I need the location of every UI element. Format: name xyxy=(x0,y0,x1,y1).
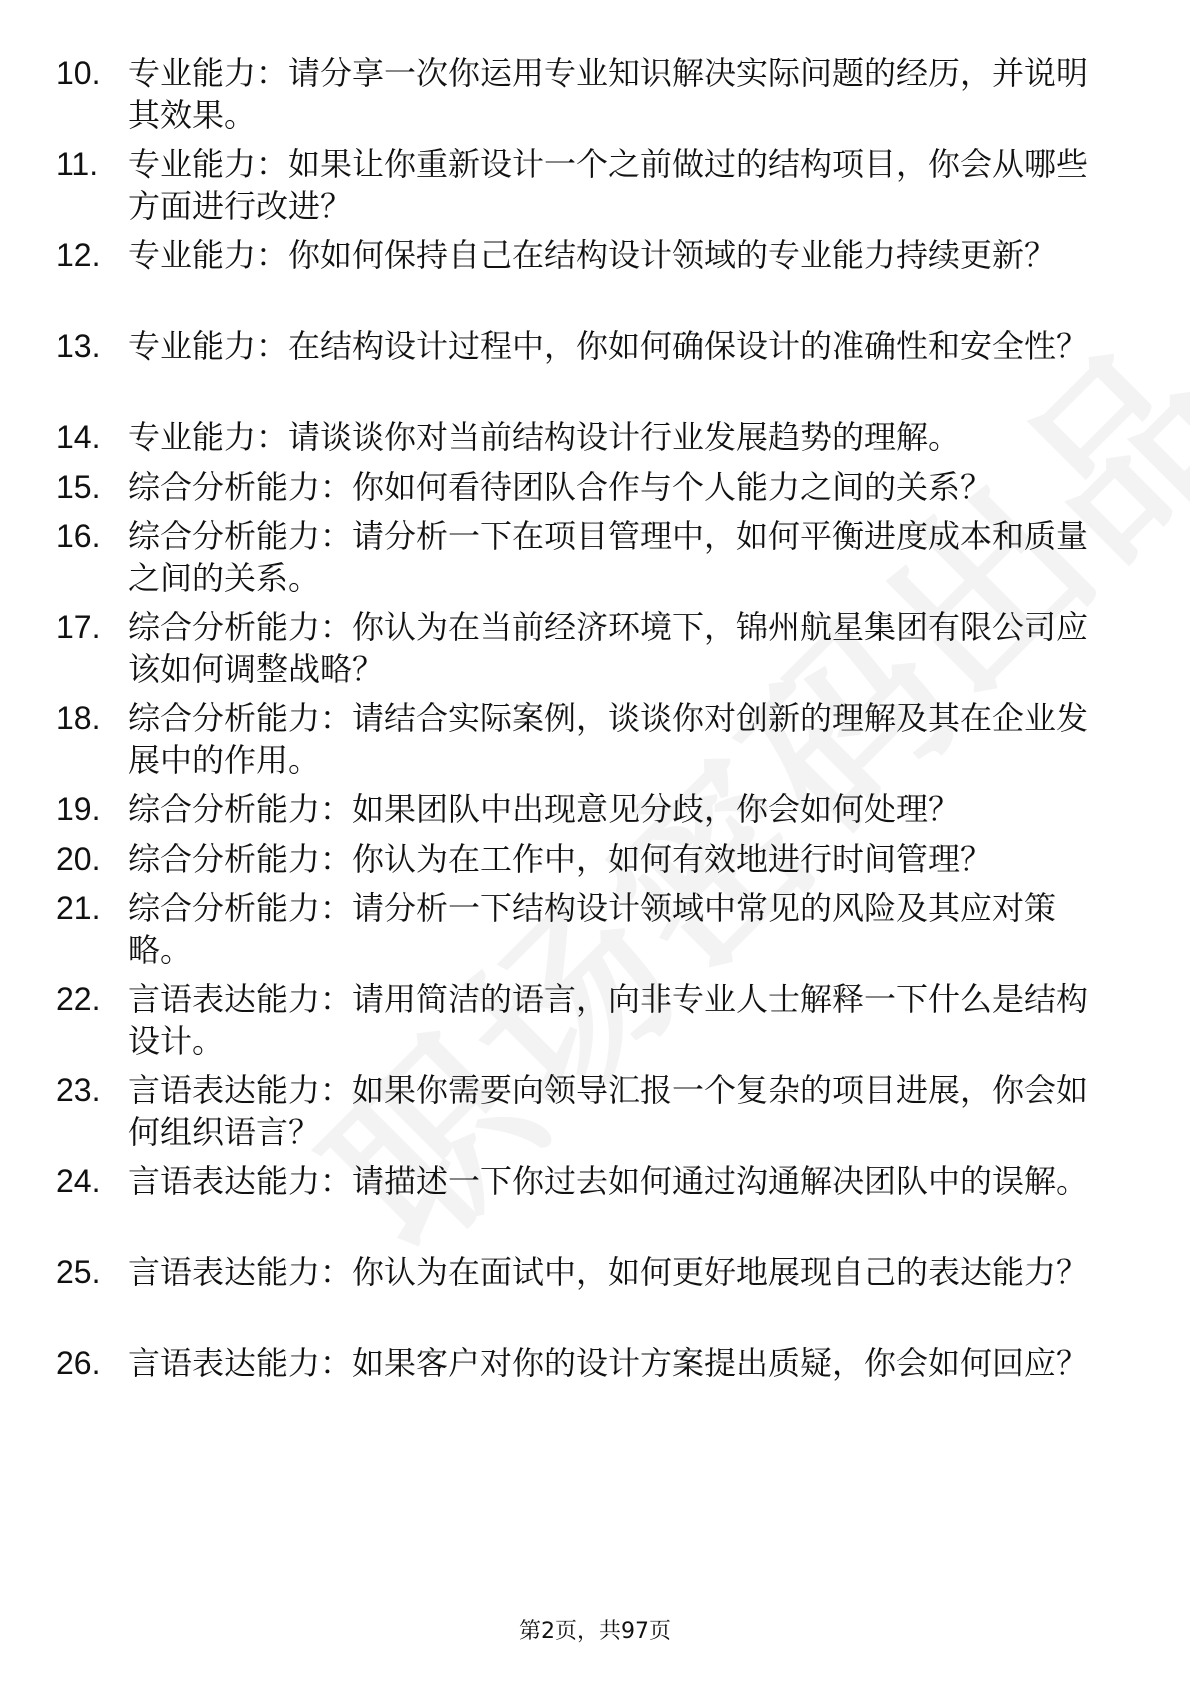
question-number: 26. xyxy=(56,1345,101,1381)
question-item xyxy=(56,234,1116,276)
question-number: 14. xyxy=(56,419,101,455)
question-number: 17. xyxy=(56,609,101,645)
question-number: 15. xyxy=(56,469,101,505)
question-item xyxy=(56,887,1116,971)
question-number: 18. xyxy=(56,700,101,736)
question-text: 专业能力：你如何保持自己在结构设计领域的专业能力持续更新？ xyxy=(128,236,1057,274)
question-item xyxy=(56,325,1116,367)
question-item xyxy=(56,515,1116,599)
question-text: 言语表达能力：请描述一下你过去如何通过沟通解决团队中的误解。 xyxy=(128,1162,1089,1200)
question-number: 12. xyxy=(56,237,101,273)
question-number: 13. xyxy=(56,328,101,364)
question-text: 综合分析能力：请分析一下结构设计领域中常见的风险及其应对策略。 xyxy=(128,889,1057,969)
question-number: 25. xyxy=(56,1254,101,1290)
question-item xyxy=(56,416,1116,458)
question-item xyxy=(56,697,1116,781)
question-number: 21. xyxy=(56,890,101,926)
question-item xyxy=(56,1251,1116,1293)
question-number: 22. xyxy=(56,981,101,1017)
question-text: 专业能力：如果让你重新设计一个之前做过的结构项目，你会从哪些方面进行改进？ xyxy=(128,145,1089,225)
question-text: 专业能力：请分享一次你运用专业知识解决实际问题的经历，并说明其效果。 xyxy=(128,54,1089,134)
question-text: 言语表达能力：如果你需要向领导汇报一个复杂的项目进展，你会如何组织语言？ xyxy=(128,1071,1089,1151)
page-number-footer: 第2页，共97页 xyxy=(519,1619,671,1644)
question-item xyxy=(56,788,1116,830)
question-item xyxy=(56,52,1116,136)
question-item xyxy=(56,143,1116,227)
question-number: 10. xyxy=(56,55,101,91)
question-text: 综合分析能力：如果团队中出现意见分歧，你会如何处理？ xyxy=(128,790,961,828)
question-text: 专业能力：在结构设计过程中，你如何确保设计的准确性和安全性？ xyxy=(128,327,1089,365)
question-text: 综合分析能力：请分析一下在项目管理中，如何平衡进度成本和质量之间的关系。 xyxy=(128,517,1089,597)
question-number: 19. xyxy=(56,791,101,827)
question-text: 言语表达能力：你认为在面试中，如何更好地展现自己的表达能力？ xyxy=(128,1253,1089,1291)
question-text: 综合分析能力：你认为在当前经济环境下，锦州航星集团有限公司应该如何调整战略？ xyxy=(128,608,1089,688)
question-number: 11. xyxy=(56,146,99,182)
question-item xyxy=(56,1069,1116,1153)
question-text: 综合分析能力：你如何看待团队合作与个人能力之间的关系？ xyxy=(128,468,993,506)
question-number: 24. xyxy=(56,1163,101,1199)
question-item xyxy=(56,466,1116,508)
question-text: 言语表达能力：请用简洁的语言，向非专业人士解释一下什么是结构设计。 xyxy=(128,980,1089,1060)
question-item xyxy=(56,606,1116,690)
question-number: 16. xyxy=(56,518,101,554)
question-item xyxy=(56,838,1116,880)
question-number: 20. xyxy=(56,841,101,877)
question-item xyxy=(56,1342,1116,1384)
question-text: 专业能力：请谈谈你对当前结构设计行业发展趋势的理解。 xyxy=(128,418,961,456)
question-item xyxy=(56,1160,1116,1202)
question-number: 23. xyxy=(56,1072,101,1108)
question-item xyxy=(56,978,1116,1062)
question-text: 言语表达能力：如果客户对你的设计方案提出质疑，你会如何回应？ xyxy=(128,1344,1089,1382)
question-text: 综合分析能力：你认为在工作中，如何有效地进行时间管理？ xyxy=(128,840,993,878)
question-text: 综合分析能力：请结合实际案例，谈谈你对创新的理解及其在企业发展中的作用。 xyxy=(128,699,1089,779)
